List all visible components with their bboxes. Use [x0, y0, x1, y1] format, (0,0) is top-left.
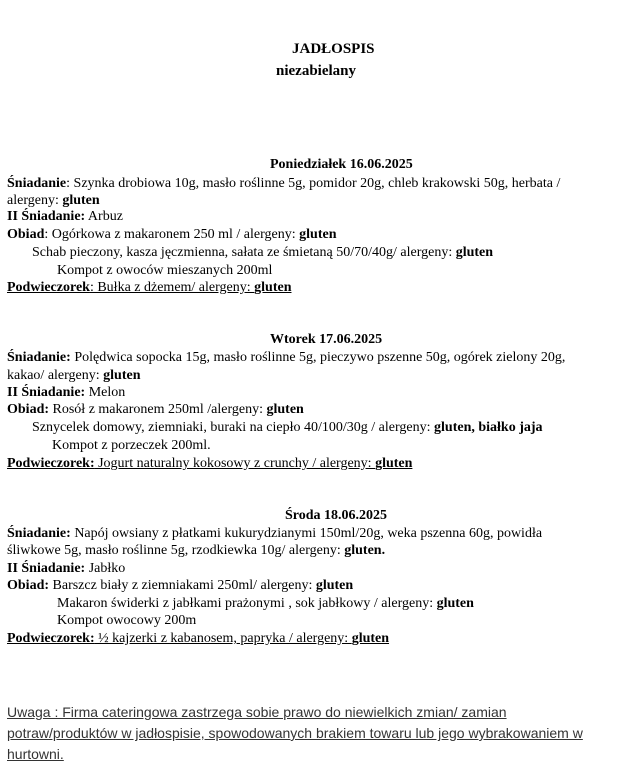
breakfast-line-2	[7, 193, 100, 209]
second-breakfast-line	[7, 561, 125, 577]
second-breakfast-line	[7, 385, 125, 401]
snack-label: Podwieczorek	[7, 280, 90, 295]
snack-label: Podwieczorek:	[7, 456, 95, 471]
second-breakfast-text: Melon	[85, 385, 126, 400]
lunch-main-line	[32, 420, 543, 436]
breakfast-allergen: gluten.	[344, 543, 386, 558]
day-heading: Środa 18.06.2025	[285, 508, 388, 523]
lunch-main-line	[57, 596, 474, 612]
snack-text: : Bułka z dżemem/ alergeny:	[89, 280, 255, 295]
lunch-text: Rosół z makaronem 250ml /alergeny:	[49, 402, 267, 417]
snack-line	[7, 456, 412, 472]
note-line-2: potraw/produktów w jadłospisie, spowodowanych brakiem towaru lub jego wybrakowaniem w	[7, 725, 583, 741]
breakfast-line	[7, 350, 565, 366]
lunch-drink-line: Kompot z owoców mieszanych 200ml	[57, 263, 273, 278]
breakfast-text-2: alergeny:	[7, 193, 63, 208]
snack-text: ½ kajzerki z kabanosem, papryka / alergeny:	[94, 631, 352, 646]
lunch-drink-line: Kompot owocowy 200m	[57, 613, 197, 628]
snack-line	[7, 280, 291, 296]
lunch-drink-line: Kompot z porzeczek 200ml.	[52, 438, 211, 453]
lunch-main-text: Makaron świderki z jabłkami prażonymi , sok jabłkowy / alergeny:	[57, 596, 437, 611]
lunch-allergen: gluten	[315, 578, 354, 593]
breakfast-label: Śniadanie:	[7, 350, 71, 365]
lunch-line	[7, 578, 353, 594]
breakfast-line	[7, 176, 560, 192]
lunch-allergen: gluten	[299, 227, 337, 242]
breakfast-text: Napój owsiany z płatkami kukurydzianymi 150ml/20g, weka pszenna 60g, powidła	[70, 526, 543, 541]
note-line-3: hurtowni.	[7, 746, 64, 762]
page-subtitle: niezabielany	[276, 63, 357, 79]
snack-allergen: gluten	[351, 631, 390, 646]
second-breakfast-label: II Śniadanie:	[7, 209, 86, 224]
snack-allergen: gluten	[375, 456, 413, 471]
page-title: JADŁOSPIS	[292, 41, 375, 57]
breakfast-allergen: gluten	[103, 368, 141, 383]
lunch-main-text: Sznycelek domowy, ziemniaki, buraki na ciepło 40/100/30g / alergeny:	[32, 420, 435, 435]
snack-text: Jogurt naturalny kokosowy z crunchy / alergeny:	[94, 456, 376, 471]
second-breakfast-text: Jabłko	[85, 561, 126, 576]
note-line-1: Uwaga : Firma cateringowa zastrzega sobie prawo do niewielkich zmian/ zamian	[7, 704, 507, 720]
lunch-allergen: gluten	[266, 402, 304, 417]
breakfast-label: Śniadanie:	[7, 526, 71, 541]
lunch-text: Barszcz biały z ziemniakami 250ml/ alergeny:	[49, 578, 316, 593]
snack-label: Podwieczorek:	[7, 631, 95, 646]
breakfast-text-2: śliwkowe 5g, masło roślinne 5g, rzodkiewka 10g/ alergeny:	[7, 543, 345, 558]
lunch-line	[7, 402, 304, 418]
second-breakfast-label: II Śniadanie:	[7, 561, 86, 576]
breakfast-text-2: kakao/ alergeny:	[7, 368, 104, 383]
lunch-main-allergen: gluten, białko jaja	[434, 420, 543, 435]
day-heading: Wtorek 17.06.2025	[270, 332, 383, 347]
breakfast-line-2	[7, 543, 385, 559]
lunch-label: Obiad:	[7, 578, 50, 593]
lunch-main-text: Schab pieczony, kasza jęczmienna, sałata ze śmietaną 50/70/40g/ alergeny:	[32, 245, 456, 260]
breakfast-line	[7, 526, 542, 542]
second-breakfast-label: II Śniadanie:	[7, 385, 86, 400]
lunch-main-line	[32, 245, 493, 261]
lunch-label: Obiad	[7, 227, 45, 242]
lunch-line	[7, 227, 337, 243]
second-breakfast-text: Arbuz	[85, 209, 123, 224]
lunch-label: Obiad:	[7, 402, 50, 417]
lunch-main-allergen: gluten	[455, 245, 494, 260]
breakfast-text: : Szynka drobiowa 10g, masło roślinne 5g, pomidor 20g, chleb krakowski 50g, herbata /	[66, 176, 561, 191]
second-breakfast-line	[7, 209, 123, 225]
breakfast-text: Polędwica sopocka 15g, masło roślinne 5g, pieczywo pszenne 50g, ogórek zielony 20g,	[70, 350, 566, 365]
breakfast-label: Śniadanie	[7, 176, 67, 191]
snack-allergen: gluten	[254, 280, 292, 295]
snack-line	[7, 631, 389, 647]
lunch-text: : Ogórkowa z makaronem 250 ml / alergeny:	[44, 227, 300, 242]
day-heading: Poniedziałek 16.06.2025	[270, 157, 413, 172]
lunch-main-allergen: gluten	[436, 596, 474, 611]
breakfast-allergen: gluten	[62, 193, 100, 208]
breakfast-line-2	[7, 368, 141, 384]
